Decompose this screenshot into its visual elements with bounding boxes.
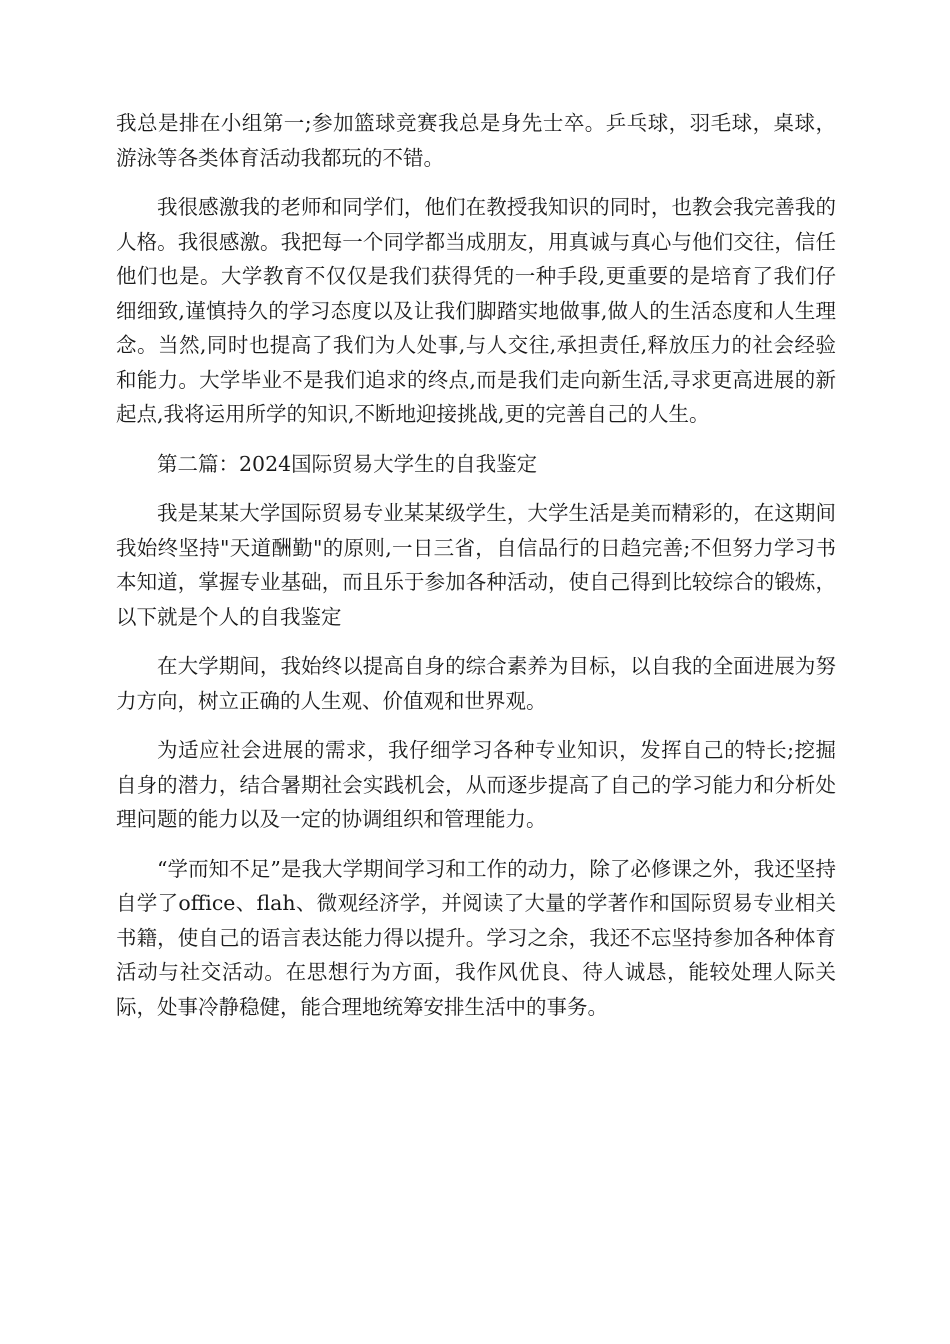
paragraph-gratitude: 我很感激我的老师和同学们，他们在教授我知识的同时，也教会我完善我的人格。我很感激。我把每一个同学都当成朋友，用真诚与真心与他们交往，信任他们也是。大学教育不仅仅是我们获得凭的一种手段,更重要的是培育了我们仔细细致,谨慎持久的学习态度以及让我们脚踏实地做事,做人的生活态度和人生理念。当然,同时也提高了我们为人处事,与人交往,承担责任,释放压力的社会经验和能力。大学毕业不是我们追求的终点,而是我们走向新生活,寻求更高进展的新起点,我将运用所学的知识,不断地迎接挑战,更的完善自己的人生。 xyxy=(116,195,836,426)
paragraph-goals: 在大学期间，我始终以提高自身的综合素养为目标，以自我的全面进展为努力方向，树立正确的人生观、价值观和世界观。 xyxy=(116,654,836,713)
paragraph-study: 为适应社会进展的需求，我仔细学习各种专业知识，发挥自己的特长;挖掘自身的潜力，结合暑期社会实践机会，从而逐步提高了自己的学习能力和分析处理问题的能力以及一定的协调组织和管理能力。 xyxy=(116,738,836,831)
document-page xyxy=(116,106,836,1039)
section-heading: 第二篇：2024国际贸易大学生的自我鉴定 xyxy=(157,451,538,476)
paragraph-continuation: 我总是排在小组第一;参加篮球竞赛我总是身先士卒。乒乓球，羽毛球，桌球，游泳等各类体育活动我都玩的不错。 xyxy=(116,111,836,170)
paragraph-intro: 我是某某大学国际贸易专业某某级学生，大学生活是美而精彩的，在这期间我始终坚持"天道酬勤"的原则,一日三省，自信品行的日趋完善;不但努力学习书本知道，掌握专业基础，而且乐于参加各种活动，使自己得到比较综合的锻炼，以下就是个人的自我鉴定 xyxy=(116,501,836,629)
paragraph-self-learning: “学而知不足”是我大学期间学习和工作的动力，除了必修课之外，我还坚持自学了office、flah、微观经济学，并阅读了大量的学著作和国际贸易专业相关书籍，使自己的语言表达能力得以提升。学习之余，我还不忘坚持参加各种体育活动与社交活动。在思想行为方面，我作风优良、待人诚恳，能较处理人际关际，处事冷静稳健，能合理地统筹安排生活中的事务。 xyxy=(116,856,836,1019)
